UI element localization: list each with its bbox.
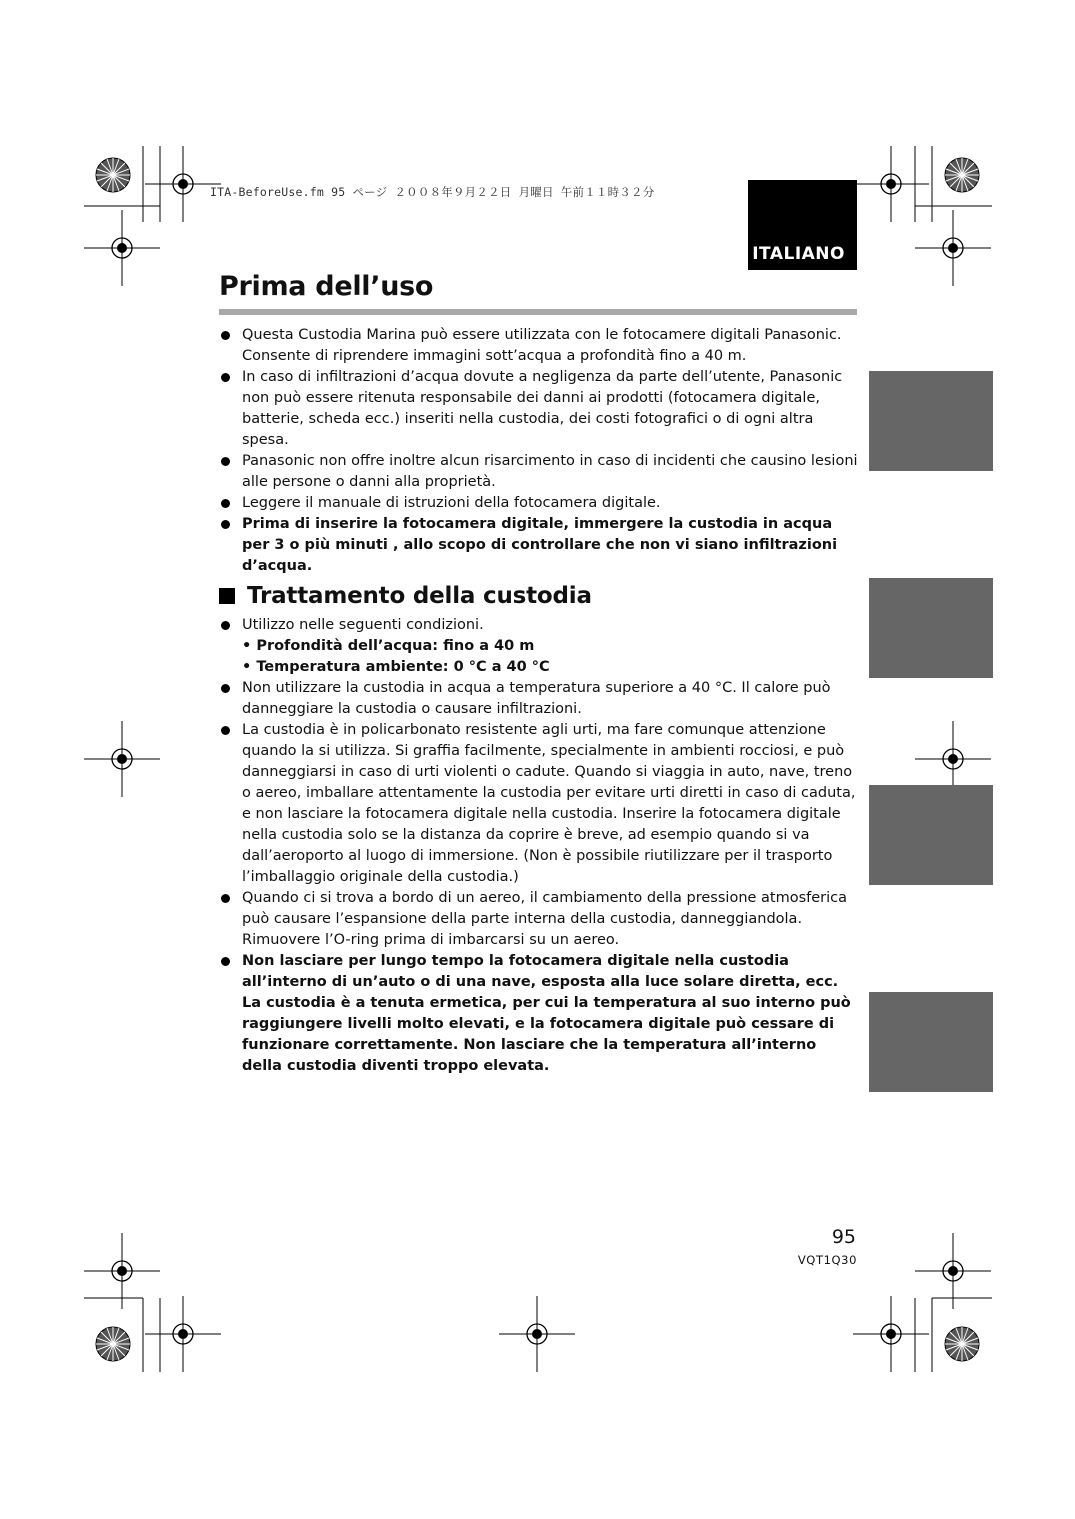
side-tab (869, 992, 993, 1092)
file-info-line: ITA-BeforeUse.fm 95 ページ ２００８年９月２２日 月曜日 午前１１時３２分 (210, 185, 655, 199)
condition-temperature: • Temperatura ambiente: 0 °C a 40 °C (242, 659, 550, 675)
square-bullet-icon (219, 588, 235, 604)
language-tab-label: ITALIANO (752, 244, 845, 264)
conditions-intro: Utilizzo nelle seguenti condizioni. (242, 617, 484, 633)
star-mark-top-left (96, 158, 130, 192)
list-item: Non utilizzare la custodia in acqua a temperatura superiore a 40 °C. Il calore può danneggiare la custodia o causare infiltrazioni. (219, 678, 859, 720)
star-mark-top-right (945, 158, 979, 192)
list-item-warning: Non lasciare per lungo tempo la fotocamera digitale nella custodia all’interno di un’auto o di una nave, esposta alla luce solare diretta, ecc. La custodia è a tenuta ermetica, per cui la temperatura al suo interno può raggiungere livelli molto elevati, e la fotocamera digitale può cessare di funzionare correttamente. Non lasciare che la temperatura all’interno della custodia diventi troppo elevata. (219, 951, 859, 1077)
language-tab (748, 180, 857, 270)
document-code: VQT1Q30 (797, 1253, 857, 1267)
title-rule (219, 309, 857, 315)
page-number: 95 (831, 1226, 856, 1248)
star-mark-bottom-right (945, 1327, 979, 1361)
list-item-warning: Prima di inserire la fotocamera digitale, immergere la custodia in acqua per 3 o più minuti , allo scopo di controllare che non vi siano infiltrazioni d’acqua. (219, 514, 859, 577)
list-item: Quando ci si trova a bordo di un aereo, il cambiamento della pressione atmosferica può causare l’espansione della parte interna della custodia, danneggiandola. Rimuovere l’O-ring prima di imbarcarsi su un aereo. (219, 888, 859, 951)
intro-section (219, 325, 859, 577)
list-item-conditions (219, 615, 859, 678)
list-item: La custodia è in policarbonato resistente agli urti, ma fare comunque attenzione quando la si utilizza. Si graffia facilmente, specialmente in ambienti rocciosi, e può danneggiarsi in caso di urti violenti o cadute. Quando si viaggia in auto, nave, treno o aereo, imballare attentamente la custodia per evitare urti diretti in caso di caduta, e non lasciare la fotocamera digitale nella custodia. Inserire la fotocamera digitale nella custodia solo se la distanza da coprire è breve, ad esempio quando si va dall’aeroporto al luogo di immersione. (Non è possibile riutilizzare per il trasporto l’imballaggio originale della custodia.) (219, 720, 859, 888)
page-title: Prima dell’uso (219, 271, 434, 302)
section-heading (219, 583, 592, 609)
list-item: Panasonic non offre inoltre alcun risarcimento in caso di incidenti che causino lesioni alle persone o danni alla proprietà. (219, 451, 859, 493)
list-item: Questa Custodia Marina può essere utilizzata con le fotocamere digitali Panasonic. Consente di riprendere immagini sott’acqua a profondità fino a 40 m. (219, 325, 859, 367)
side-tab (869, 578, 993, 678)
side-tab (869, 785, 993, 885)
condition-depth: • Profondità dell’acqua: fino a 40 m (242, 638, 535, 654)
section-heading-text: Trattamento della custodia (247, 583, 592, 609)
handling-section (219, 615, 859, 1077)
side-tab (869, 371, 993, 471)
list-item: In caso di infiltrazioni d’acqua dovute a negligenza da parte dell’utente, Panasonic non può essere ritenuta responsabile dei danni ai prodotti (fotocamera digitale, batterie, scheda ecc.) inseriti nella custodia, dei costi fotografici o di ogni altra spesa. (219, 367, 859, 451)
list-item: Leggere il manuale di istruzioni della fotocamera digitale. (219, 493, 859, 514)
star-mark-bottom-left (96, 1327, 130, 1361)
